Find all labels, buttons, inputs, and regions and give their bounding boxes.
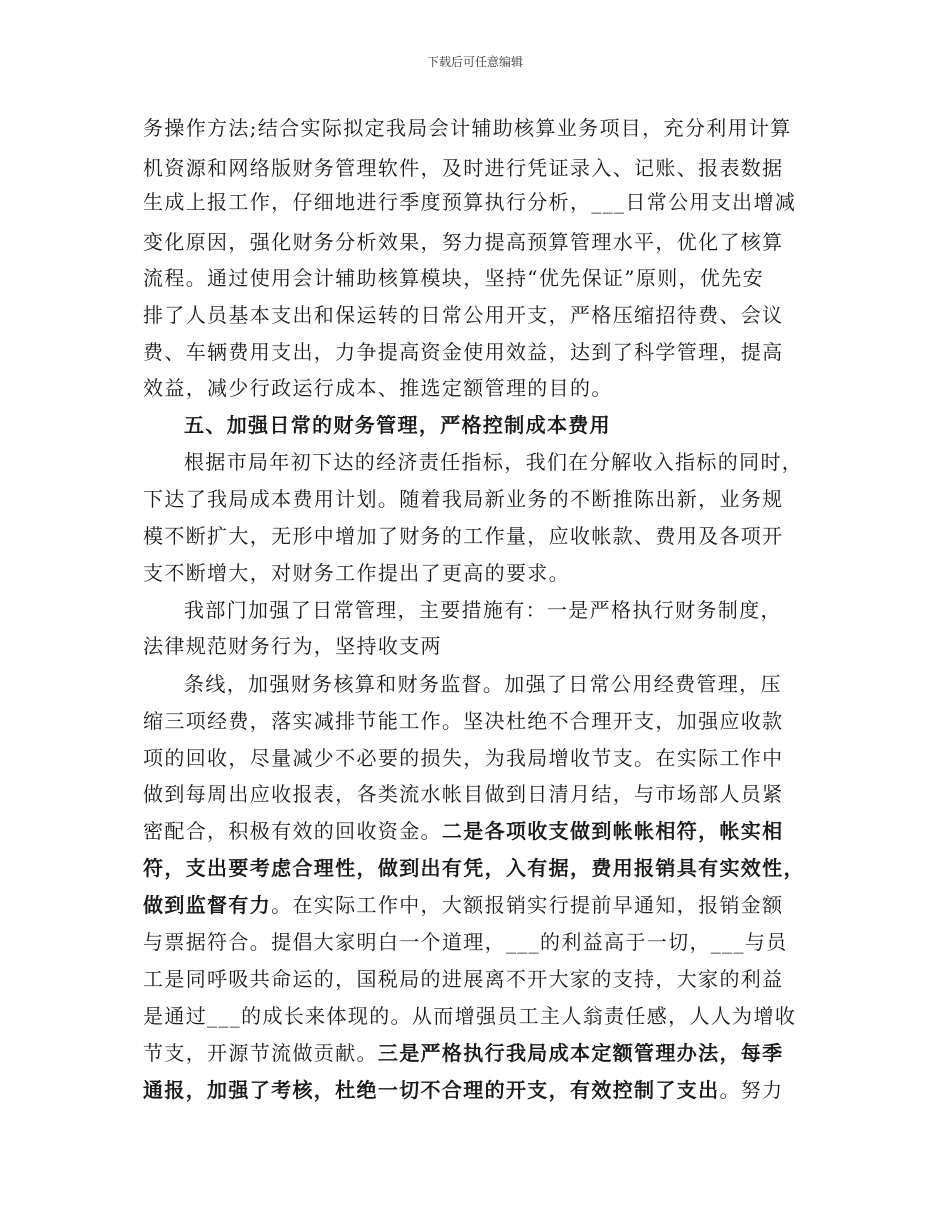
text-line	[143, 782, 784, 806]
text-run: 生成上报工作，仔细地进行季度预算执行分析，___日常公用支出增减	[143, 190, 797, 214]
text-line	[143, 156, 784, 180]
text-line	[143, 819, 784, 843]
text-line	[184, 598, 782, 622]
text-run: 我部门加强了日常管理，主要措施有：一是严格执行财务制度，	[184, 598, 782, 622]
text-line	[143, 340, 784, 364]
text-line	[184, 450, 803, 474]
text-run: 做到每周出应收报表，各类流水帐目做到日清月结，与市场部人员紧	[143, 782, 784, 806]
text-run: 三是严格执行我局成本定额管理办法，每季	[377, 1041, 784, 1065]
text-line	[143, 190, 796, 214]
text-line	[143, 1041, 784, 1065]
text-run: 。努力	[719, 1078, 784, 1102]
text-run: 务操作方法;结合实际拟定我局会计辅助核算业务项目，充分利用计算	[143, 116, 792, 140]
text-run: 密配合，积极有效的回收资金。	[143, 819, 442, 843]
text-line	[143, 303, 784, 327]
text-run: 模不断扩大，无形中增加了财务的工作量，应收帐款、费用及各项开	[143, 524, 784, 548]
text-run: 费、车辆费用支出，力争提高资金使用效益，达到了科学管理，提高	[143, 340, 784, 364]
text-run: 缩三项经费，落实减排节能工作。坚决杜绝不合理开支，加强应收款	[143, 709, 784, 733]
text-run: 支不断增大，对财务工作提出了更高的要求。	[143, 561, 570, 585]
text-run: 排了人员基本支出和保运转的日常公用开支，严格压缩招待费、会议	[143, 303, 784, 327]
text-line	[143, 266, 764, 290]
text-line	[143, 376, 613, 400]
text-line	[143, 930, 788, 954]
text-line	[143, 230, 784, 254]
text-run: 。在实际工作中，大额报销实行提前早通知，报销金额	[271, 893, 784, 917]
text-run: 二是各项收支做到帐帐相符，帐实相	[441, 819, 784, 843]
text-line	[143, 116, 792, 140]
text-run: 根据市局年初下达的经济责任指标，我们在分解收入指标的同时，	[184, 450, 804, 474]
text-line	[143, 893, 784, 917]
text-line	[184, 672, 782, 696]
text-run: 机资源和网络版财务管理软件，及时进行凭证录入、记账、报表数据	[143, 156, 784, 180]
text-run: 工是同呼吸共命运的，国税局的进展离不开大家的支持，大家的利益	[143, 967, 784, 991]
text-line	[143, 1004, 796, 1028]
text-run: 与票据符合。提倡大家明白一个道理，___的利益高于一切，___与员	[143, 930, 788, 954]
text-line	[143, 709, 784, 733]
text-line	[143, 1078, 784, 1102]
text-run: 变化原因，强化财务分析效果，努力提高预算管理水平，优化了核算	[143, 230, 784, 254]
text-line	[143, 561, 570, 585]
page-header: 下载后可任意编辑	[426, 55, 523, 69]
text-run: 五、加强日常的财务管理，严格控制成本费用	[184, 413, 611, 437]
text-line	[143, 856, 805, 880]
text-run: 项的回收，尽量减少不必要的损失，为我局增收节支。在实际工作中	[143, 746, 784, 770]
text-line	[143, 967, 784, 991]
text-run: 符，支出要考虑合理性，做到出有凭，入有据，费用报销具有实效性，	[143, 856, 805, 880]
text-run: 通报，加强了考核，杜绝一切不合理的开支，有效控制了支出	[143, 1078, 720, 1102]
text-run: 效益，减少行政运行成本、推选定额管理的目的。	[143, 376, 613, 400]
text-run: 节支，开源节流做贡献。	[143, 1041, 378, 1065]
text-run: 法律规范财务行为，坚持收支两	[143, 634, 442, 658]
text-line	[143, 634, 442, 658]
text-run: 流程。通过使用会计辅助核算模块，坚持“优先保证”原则，优先安	[143, 266, 764, 290]
text-run: 是通过___的成长来体现的。从而增强员工主人翁责任感，人人为增收	[143, 1004, 797, 1028]
text-line	[143, 746, 784, 770]
text-run: 做到监督有力	[143, 893, 272, 917]
text-line	[143, 487, 784, 511]
text-run: 条线，加强财务核算和财务监督。加强了日常公用经费管理，压	[184, 672, 782, 696]
section-heading	[184, 413, 611, 437]
text-run: 下达了我局成本费用计划。随着我局新业务的不断推陈出新，业务规	[143, 487, 784, 511]
text-line	[143, 524, 784, 548]
